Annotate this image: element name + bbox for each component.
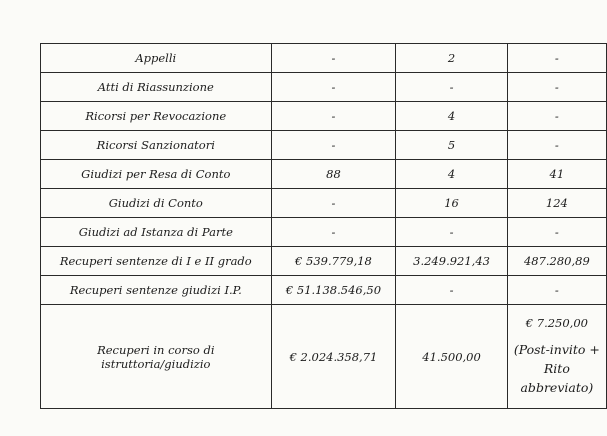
cell-col3: - bbox=[507, 218, 606, 247]
table-row bbox=[41, 102, 607, 131]
table-row bbox=[41, 276, 607, 305]
cell-col2: - bbox=[396, 218, 507, 247]
cell-col3: 124 bbox=[507, 189, 606, 218]
row-label: Ricorsi Sanzionatori bbox=[41, 131, 272, 160]
cell-col1: - bbox=[271, 44, 396, 73]
cell-col2: 41.500,00 bbox=[396, 305, 507, 409]
cell-col3: 41 bbox=[507, 160, 606, 189]
note-line: (Post-invito + bbox=[513, 342, 600, 357]
cell-col1: - bbox=[271, 218, 396, 247]
row-label: Giudizi ad Istanza di Parte bbox=[41, 218, 272, 247]
cell-col2: 3.249.921,43 bbox=[396, 247, 507, 276]
cell-col1: € 51.138.546,50 bbox=[271, 276, 396, 305]
table-row bbox=[41, 218, 607, 247]
row-label: Giudizi per Resa di Conto bbox=[41, 160, 272, 189]
table-row bbox=[41, 247, 607, 276]
row-label: Recuperi sentenze giudizi I.P. bbox=[41, 276, 272, 305]
cell-col3: 487.280,89 bbox=[507, 247, 606, 276]
cell-col1: - bbox=[271, 73, 396, 102]
table-row-last bbox=[41, 305, 607, 409]
row-label: Recuperi in corso di istruttoria/giudizio bbox=[41, 305, 272, 409]
cell-col1: 88 bbox=[271, 160, 396, 189]
cell-col3-stacked bbox=[507, 305, 606, 409]
cell-col2: - bbox=[396, 276, 507, 305]
cell-col3: - bbox=[507, 276, 606, 305]
row-label: Atti di Riassunzione bbox=[41, 73, 272, 102]
cell-col3: - bbox=[507, 44, 606, 73]
cell-col1: - bbox=[271, 189, 396, 218]
row-label: Giudizi di Conto bbox=[41, 189, 272, 218]
table-row bbox=[41, 44, 607, 73]
table-row bbox=[41, 131, 607, 160]
cell-col3: - bbox=[507, 73, 606, 102]
cell-col2: 4 bbox=[396, 102, 507, 131]
cell-col3: - bbox=[507, 102, 606, 131]
note-line: Rito bbox=[543, 361, 570, 376]
table-row bbox=[41, 189, 607, 218]
cell-col2: 2 bbox=[396, 44, 507, 73]
cell-col1: € 2.024.358,71 bbox=[271, 305, 396, 409]
cell-col1: - bbox=[271, 131, 396, 160]
amount-text: € 7.250,00 bbox=[525, 316, 588, 330]
row-label: Ricorsi per Revocazione bbox=[41, 102, 272, 131]
spacer bbox=[512, 330, 602, 340]
statistics-table bbox=[40, 43, 607, 409]
cell-col1: € 539.779,18 bbox=[271, 247, 396, 276]
cell-col2: 4 bbox=[396, 160, 507, 189]
cell-col2: 5 bbox=[396, 131, 507, 160]
cell-col3: - bbox=[507, 131, 606, 160]
cell-col2: 16 bbox=[396, 189, 507, 218]
table-row bbox=[41, 160, 607, 189]
row-label: Recuperi sentenze di I e II grado bbox=[41, 247, 272, 276]
cell-col1: - bbox=[271, 102, 396, 131]
cell-col2: - bbox=[396, 73, 507, 102]
table-row bbox=[41, 73, 607, 102]
note-line: abbreviato) bbox=[520, 380, 594, 395]
row-label: Appelli bbox=[41, 44, 272, 73]
